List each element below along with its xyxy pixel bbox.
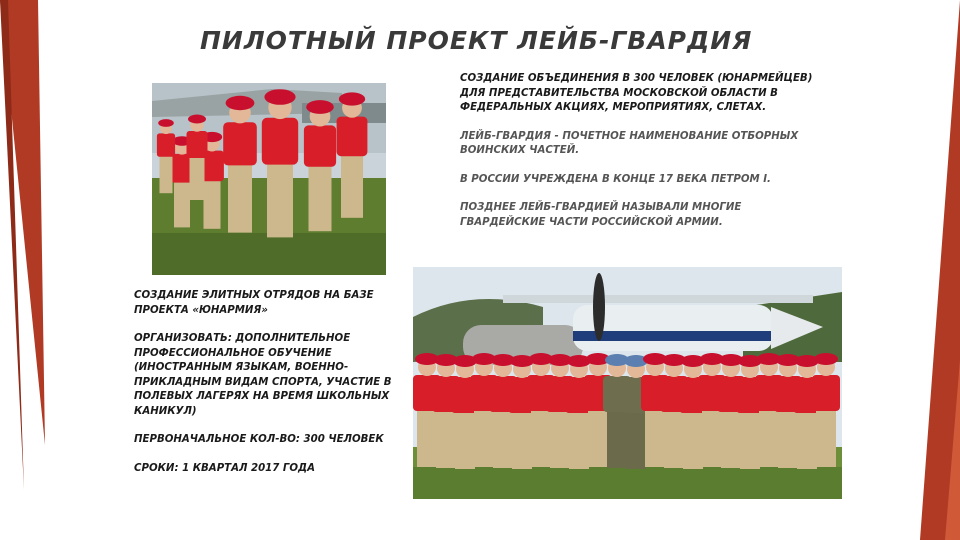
paragraph-definition: ЛЕЙБ-ГВАРДИЯ - ПОЧЕТНОЕ НАИМЕНОВАНИЕ ОТБОРНЫХ ВОИНСКИХ ЧАСТЕЙ. — [460, 130, 799, 156]
cadets-formation-photo — [152, 83, 386, 275]
paragraph-later: ПОЗДНЕЕ ЛЕЙБ-ГВАРДИЕЙ НАЗЫВАЛИ МНОГИЕ ГВАРДЕЙСКИЕ ЧАСТИ РОССИЙСКОЙ АРМИИ. — [460, 202, 742, 228]
paragraph-history: В РОССИИ УЧРЕЖДЕНА В КОНЦЕ 17 ВЕКА ПЕТРОМ I. — [460, 173, 771, 185]
paragraph-organize: ОРГАНИЗОВАТЬ: ДОПОЛНИТЕЛЬНОЕ ПРОФЕССИОНАЛЬНОЕ ОБУЧЕНИЕ (ИНОСТРАННЫМ ЯЗЫКАМ, ВОЕННО-ПРИКЛАДНЫМ ВИДАМ СПОРТА, УЧАСТИЕ В ПОЛЕВЫХ ЛАГЕРЯХ НА ВРЕМЯ ШКОЛЬНЫХ КАНИКУЛ) — [134, 333, 392, 417]
paragraph-elite-squads: СОЗДАНИЕ ЭЛИТНЫХ ОТРЯДОВ НА БАЗЕ ПРОЕКТА «ЮНАРМИЯ» — [134, 290, 374, 316]
paragraph-initial-count: ПЕРВОНАЧАЛЬНОЕ КОЛ-ВО: 300 ЧЕЛОВЕК — [134, 434, 384, 445]
paragraph-deadline: СРОКИ: 1 КВАРТАЛ 2017 ГОДА — [134, 462, 316, 474]
page-title: ПИЛОТНЫЙ ПРОЕКТ ЛЕЙБ-ГВАРДИЯ — [200, 26, 753, 55]
left-text-block — [134, 289, 399, 490]
cadets-airfield-photo — [413, 267, 842, 499]
paragraph-goal: СОЗДАНИЕ ОБЪЕДИНЕНИЯ В 300 ЧЕЛОВЕК (ЮНАРМЕЙЦЕВ) ДЛЯ ПРЕДСТАВИТЕЛЬСТВА МОСКОВСКОЙ ОБЛАСТИ В ФЕДЕРАЛЬНЫХ АКЦИЯХ, МЕРОПРИЯТИЯХ, СЛЕТАХ. — [460, 73, 813, 113]
right-text-block — [460, 72, 820, 244]
